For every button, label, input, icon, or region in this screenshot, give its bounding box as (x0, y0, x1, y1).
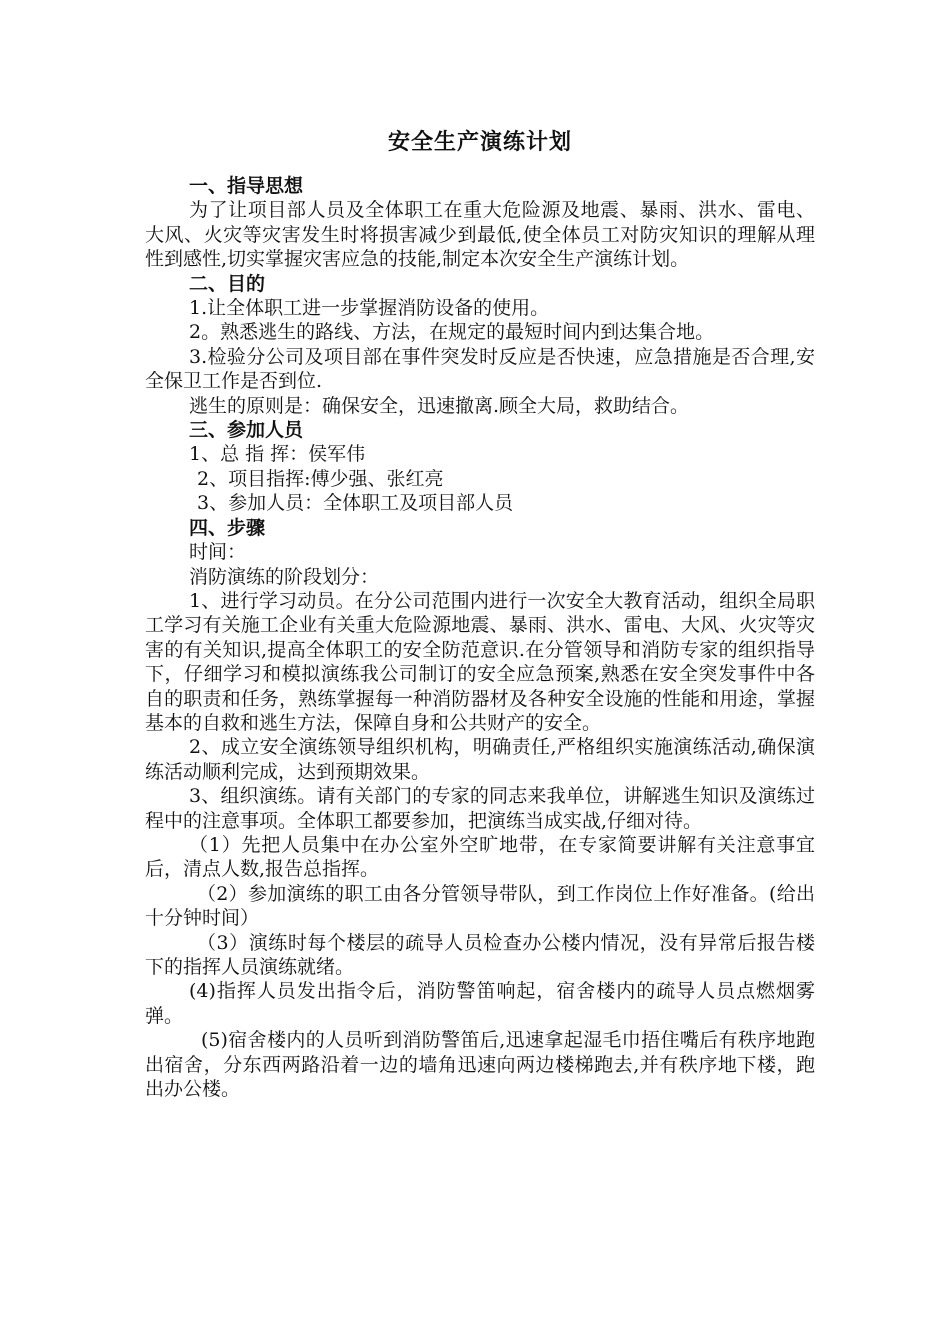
paragraph: 时间： (189, 541, 247, 564)
paragraph: 1、总 指 挥：侯军伟 (189, 443, 366, 466)
section-heading-steps: 四、步骤 (189, 516, 266, 539)
section-heading-participants: 三、参加人员 (189, 419, 304, 442)
paragraph: 1.让全体职工进一步掌握消防设备的使用。 (189, 297, 550, 320)
paragraph: 3.检验分公司及项目部在事件突发时反应是否快速，应急措施是否合理,安全保卫工作是否到位. (145, 345, 815, 393)
section-heading-guiding-ideology: 一、指导思想 (189, 175, 304, 197)
paragraph: 2、项目指挥:傅少强、张红亮 (197, 467, 444, 490)
paragraph: （2）参加演练的职工由各分管领导带队，到工作岗位上作好准备。(给出十分钟时间） (145, 882, 815, 930)
paragraph: 2。熟悉逃生的路线、方法，在规定的最短时间内到达集合地。 (189, 321, 715, 344)
paragraph: （3）演练时每个楼层的疏导人员检查办公楼内情况，没有异常后报告楼下的指挥人员演练就绪。 (145, 931, 815, 978)
paragraph: 逃生的原则是：确保安全，迅速撤离.顾全大局，救助结合。 (189, 394, 690, 417)
paragraph: 1、进行学习动员。在分公司范围内进行一次安全大教育活动，组织全局职工学习有关施工企业有关重大危险源地震、暴雨、洪水、雷电、大风、火灾等灾害的有关知识,提高全体职工的安全防范意识.在分管领导和消防专家的组织指导下，仔细学习和模拟演练我公司制订的安全应急预案,熟悉在安全突发事件中各自的职责和任务，熟练掌握每一种消防器材及各种安全设施的性能和用途，掌握基本的自救和逃生方法，保障自身和公共财产的安全。 (145, 589, 815, 734)
paragraph: (5)宿舍楼内的人员听到消防警笛后,迅速拿起湿毛巾捂住嘴后有秩序地跑出宿舍，分东西两路沿着一边的墙角迅速向两边楼梯跑去,并有秩序地下楼，跑出办公楼。 (145, 1029, 815, 1101)
section-heading-purpose: 二、目的 (189, 272, 266, 295)
document-title: 安全生产演练计划 (387, 130, 572, 155)
paragraph: (4)指挥人员发出指令后，消防警笛响起，宿舍楼内的疏导人员点燃烟雾弹。 (145, 980, 815, 1027)
document-page (145, 128, 815, 1101)
paragraph: （1）先把人员集中在办公室外空旷地带，在专家简要讲解有关注意事宜后，清点人数,报告总指挥。 (145, 833, 815, 881)
paragraph: 3、组织演练。请有关部门的专家的同志来我单位，讲解逃生知识及演练过程中的注意事项。全体职工都要参加，把演练当成实战,仔细对待。 (145, 785, 815, 832)
paragraph: 2、成立安全演练领导组织机构，明确责任,严格组织实施演练活动,确保演练活动顺利完成，达到预期效果。 (145, 736, 815, 783)
paragraph: 3、参加人员：全体职工及项目部人员 (197, 492, 514, 515)
paragraph: 为了让项目部人员及全体职工在重大危险源及地震、暴雨、洪水、雷电、大风、火灾等灾害发生时将损害减少到最低,使全体员工对防灾知识的理解从理性到感性,切实掌握灾害应急的技能,制定本次安全生产演练计划。 (145, 199, 815, 271)
paragraph: 消防演练的阶段划分： (189, 565, 380, 588)
